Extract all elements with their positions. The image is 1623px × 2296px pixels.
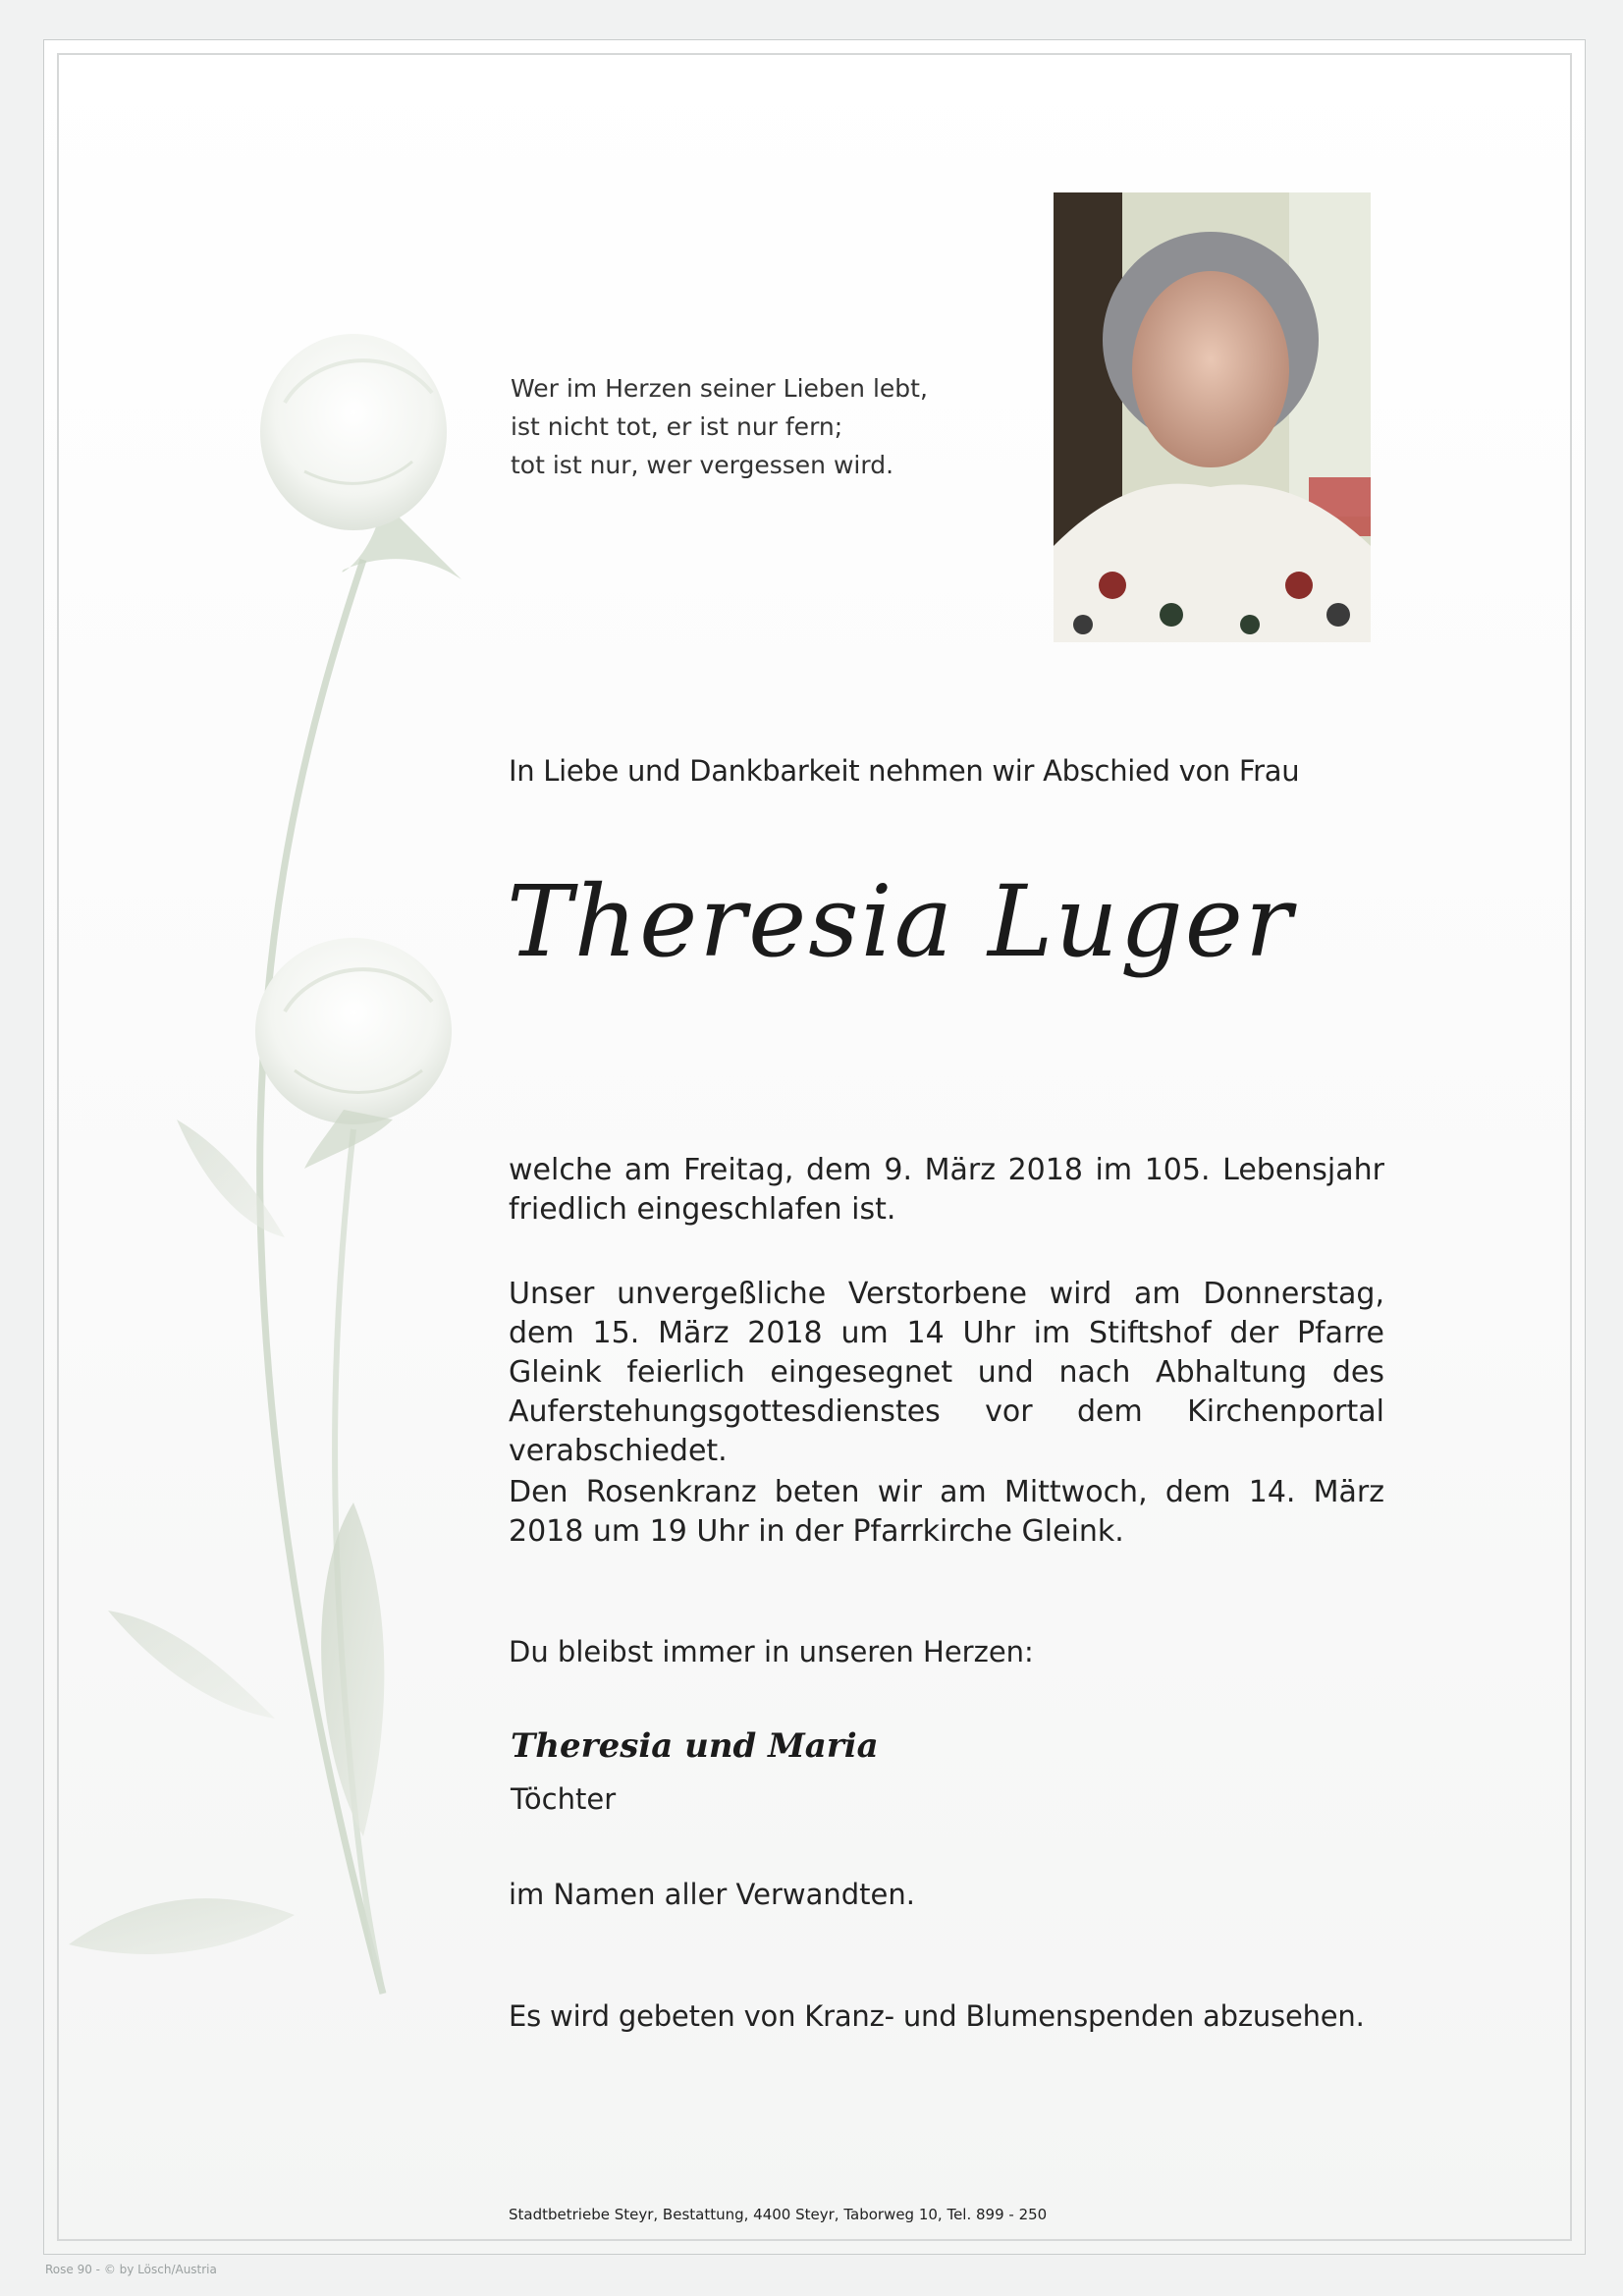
portrait-photo bbox=[1054, 192, 1371, 642]
donation-request: Es wird gebeten von Kranz- und Blumenspenden abzusehen. bbox=[509, 1999, 1365, 2033]
copyright-note: Rose 90 - © by Lösch/Austria bbox=[45, 2263, 217, 2276]
white-roses-illustration bbox=[59, 324, 511, 2052]
death-notice-paragraph: welche am Freitag, dem 9. März 2018 im 105. Lebensjahr friedlich eingeschlafen ist. bbox=[509, 1153, 1384, 1227]
rosary-paragraph: Den Rosenkranz beten wir am Mittwoch, dem 14. März 2018 um 19 Uhr in der Pfarrkirche Gleink. bbox=[509, 1475, 1384, 1549]
quote-line-3: tot ist nur, wer vergessen wird. bbox=[511, 451, 894, 479]
quote-line-2: ist nicht tot, er ist nur fern; bbox=[511, 412, 843, 441]
relatives-line: im Namen aller Verwandten. bbox=[509, 1878, 915, 1911]
funeral-home-footer: Stadtbetriebe Steyr, Bestattung, 4400 Steyr, Taborweg 10, Tel. 899 - 250 bbox=[509, 2206, 1048, 2223]
quote-line-1: Wer im Herzen seiner Lieben lebt, bbox=[511, 374, 928, 403]
signers-relation: Töchter bbox=[511, 1782, 617, 1816]
farewell-intro: In Liebe und Dankbarkeit nehmen wir Abschied von Frau bbox=[509, 754, 1300, 788]
memorial-quote bbox=[511, 369, 928, 484]
signers-names: Theresia und Maria bbox=[511, 1726, 879, 1766]
deceased-name: Theresia Luger bbox=[507, 864, 1294, 979]
funeral-details-paragraph: Unser unvergeßliche Verstorbene wird am Donnerstag, dem 15. März 2018 um 14 Uhr im Stiftshof der Pfarre Gleink feierlich eingesegnet und nach Abhaltung des Auferstehungsgottesdienstes vor dem Kirchenportal verabschiedet. bbox=[509, 1277, 1384, 1468]
closing-line: Du bleibst immer in unseren Herzen: bbox=[509, 1635, 1034, 1668]
